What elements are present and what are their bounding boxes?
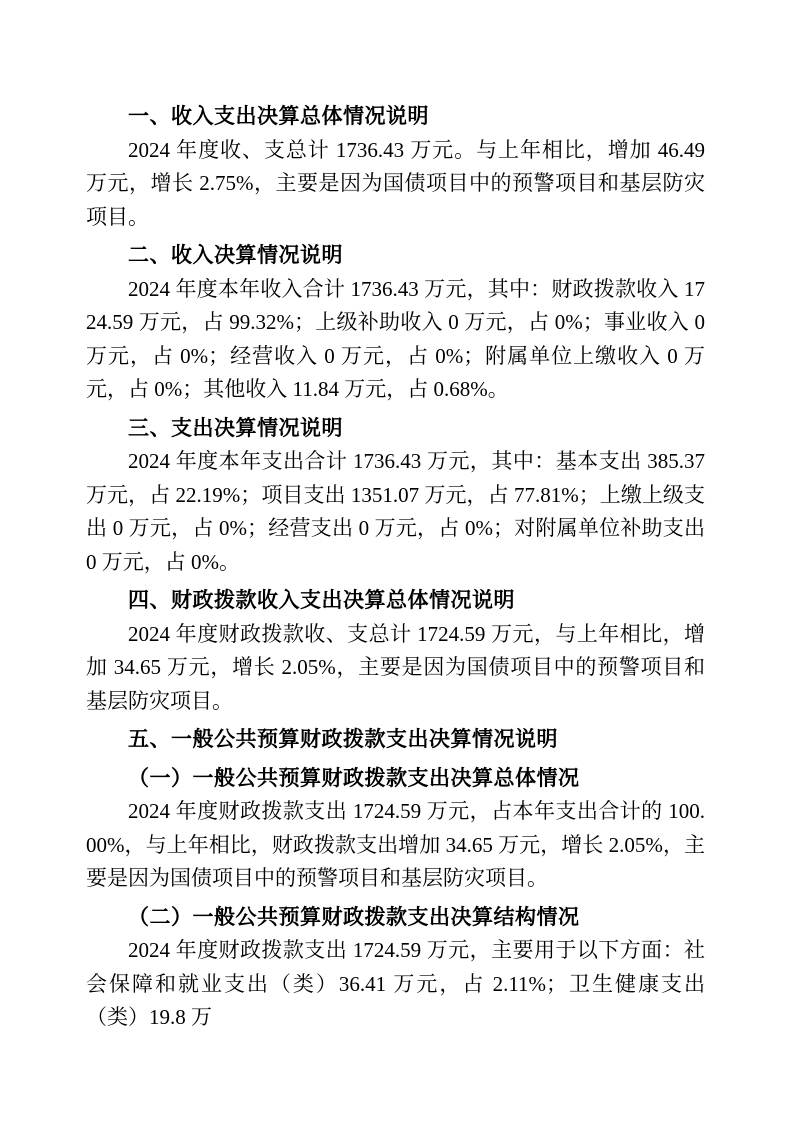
section-heading-2-revenue-details: 二、收入决算情况说明 (128, 244, 343, 267)
section-heading-4-fiscal-appropriation-overview: 四、财政拨款收入支出决算总体情况说明 (128, 589, 515, 612)
paragraph-revenue-details: 2024 年度本年收入合计 1736.43 万元，其中：财政拨款收入 1724.59 万元，占 99.32%；上级补助收入 0 万元，占 0%；事业收入 0 万元，占 0%；经营收入 0 万元，占 0%；附属单位上缴收入 0 万元，占 0%；其他收入 11.84 万元，占 0.68%。 (86, 276, 705, 401)
paragraph-public-budget-structure: 2024 年度财政拨款支出 1724.59 万元，主要用于以下方面：社会保障和就业支出（类）36.41 万元，占 2.11%；卫生健康支出（类）19.8 万 (86, 938, 705, 1029)
document-body (86, 100, 705, 1035)
section-heading-1-revenue-expenditure-overview: 一、收入支出决算总体情况说明 (128, 105, 429, 128)
section-heading-3-expenditure-details: 三、支出决算情况说明 (128, 416, 343, 440)
paragraph-public-budget-overall: 2024 年度财政拨款支出 1724.59 万元，占本年支出合计的 100.00%，与上年相比，财政拨款支出增加 34.65 万元，增长 2.05%，主要是因为国债项目中的预警项目和基层防灾项目。 (86, 799, 705, 890)
paragraph-fiscal-appropriation-overview: 2024 年度财政拨款收、支总计 1724.59 万元，与上年相比，增加 34.65 万元，增长 2.05%，主要是因为国债项目中的预警项目和基层防灾项目。 (86, 621, 705, 713)
subsection-heading-5-1-overall-situation: （一）一般公共预算财政拨款支出决算总体情况 (128, 766, 580, 790)
section-heading-5-public-budget-expenditure: 五、一般公共预算财政拨款支出决算情况说明 (128, 728, 558, 751)
paragraph-revenue-expenditure-overview: 2024 年度收、支总计 1736.43 万元。与上年相比，增加 46.49 万元，增长 2.75%，主要是因为国债项目中的预警项目和基层防灾项目。 (86, 137, 705, 229)
subsection-heading-5-2-structure-situation: （二）一般公共预算财政拨款支出决算结构情况 (128, 905, 580, 929)
paragraph-expenditure-details: 2024 年度本年支出合计 1736.43 万元，其中：基本支出 385.37 万元，占 22.19%；项目支出 1351.07 万元，占 77.81%；上缴上级支出 0 万元，占 0%；经营支出 0 万元，占 0%；对附属单位补助支出 0 万元，占 0%。 (86, 449, 705, 574)
